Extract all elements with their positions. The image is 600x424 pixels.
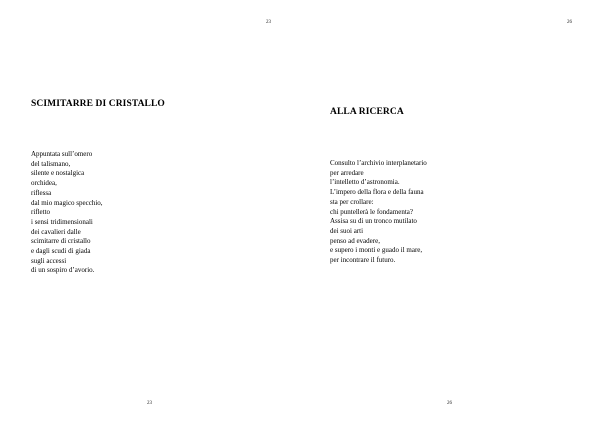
right-poem-body (330, 159, 427, 266)
right-poem-title: ALLA RICERCA (330, 107, 404, 117)
poem-line: orchidea, (31, 179, 57, 188)
poem-line: sta per crollare: (330, 197, 374, 206)
poem-line: Assisa su di un tronco mutilato (330, 217, 417, 226)
poem-line: dal mio magico specchio, (31, 198, 103, 207)
poem-line: Appuntata sull’omero (31, 150, 93, 158)
poem-line: e dagli scudi di giada (31, 247, 91, 256)
poem-line: Consulto l’archivio interplanetario (330, 159, 427, 167)
left-footer-page-number: 23 (147, 401, 152, 406)
poem-line: per arredare (330, 168, 364, 177)
poem-line: per incontrare il futuro. (330, 256, 396, 265)
left-header-page-number: 23 (266, 20, 271, 25)
right-header-page-number: 26 (567, 20, 572, 25)
poem-line: dei suoi arti (330, 226, 364, 235)
left-poem-title: SCIMITARRE DI CRISTALLO (31, 99, 165, 109)
poem-line: sugli accessi (31, 256, 67, 265)
right-page (300, 0, 600, 424)
poem-line: scimitarre di cristallo (31, 237, 91, 246)
poem-line: del talismano, (31, 159, 71, 168)
poem-line: rifletto (31, 208, 51, 217)
poem-line: l’intelletto d’astronomia. (330, 178, 400, 187)
poem-line: penso ad evadere, (330, 236, 380, 245)
poem-line: chi puntellerà le fondamenta? (330, 207, 413, 216)
poem-line: riflessa (31, 188, 52, 197)
poem-line: i sensi tridimensionali (31, 217, 93, 226)
left-poem-body (31, 150, 103, 276)
right-footer-page-number: 26 (447, 401, 452, 406)
poem-line: silente e nostalgica (31, 169, 85, 178)
poem-line: e supero i monti e guado il mare, (330, 246, 423, 255)
poem-line: di un sospiro d’avorio. (31, 266, 95, 275)
poem-line: L’impero della flora e della fauna (330, 188, 424, 197)
poem-line: dei cavalieri dalle (31, 227, 81, 236)
